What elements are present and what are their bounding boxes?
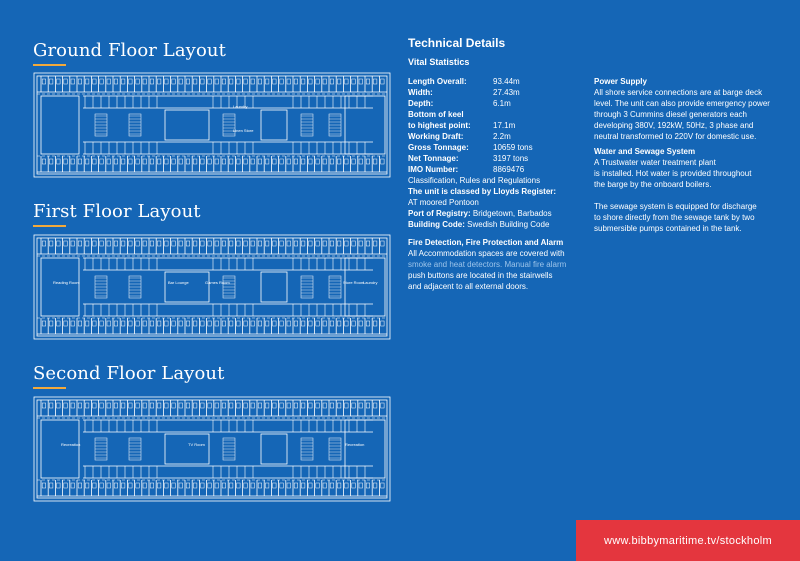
- title-underline: [33, 225, 66, 227]
- stat-label: IMO Number:: [408, 165, 459, 174]
- stat-label: Bottom of keel: [408, 110, 464, 119]
- room-label: Laundry: [363, 280, 378, 285]
- stat-row: [408, 142, 533, 153]
- room-label: TV Room: [188, 442, 205, 447]
- stat-label: to highest point:: [408, 121, 471, 130]
- room-label: Laundry: [233, 104, 248, 109]
- classification-section: [408, 175, 583, 230]
- floor-plan-drawing: [33, 232, 391, 350]
- fire-line: and adjacent to all external doors.: [408, 282, 529, 291]
- sewage-line: submersible pumps contained in the tank.: [594, 224, 742, 233]
- building-code-line: [408, 219, 583, 230]
- stat-label: Width:: [408, 88, 433, 97]
- stat-label: Working Draft:: [408, 132, 464, 141]
- stat-row: [408, 120, 533, 131]
- second-floor-title: Second Floor Layout: [33, 363, 225, 384]
- stat-row: [408, 164, 533, 175]
- stat-value: 10659 tons: [493, 143, 533, 152]
- stat-label: Depth:: [408, 99, 434, 108]
- stat-row: [408, 87, 533, 98]
- stat-row: [408, 98, 533, 109]
- title-underline: [33, 387, 66, 389]
- first-floor-title: First Floor Layout: [33, 201, 201, 222]
- stat-row: [408, 76, 533, 87]
- water-section: [594, 146, 784, 234]
- building-code-value: Swedish Building Code: [467, 220, 550, 229]
- room-label: Reading Room: [53, 280, 80, 285]
- stat-label: Gross Tonnage:: [408, 143, 469, 152]
- vital-statistics-list: [408, 76, 533, 175]
- room-label: Recreation: [61, 442, 81, 447]
- sewage-line: The sewage system is equipped for discharge: [594, 202, 757, 211]
- website-link[interactable]: www.bibbymaritime.tv/stockholm: [576, 520, 800, 561]
- water-line: is installed. Hot water is provided throughout: [594, 169, 752, 178]
- power-heading: Power Supply: [594, 77, 647, 86]
- fire-line: smoke and heat detectors. Manual fire alarm: [408, 260, 567, 269]
- fire-line: push buttons are located in the stairwells: [408, 271, 553, 280]
- ground-floor-title: Ground Floor Layout: [33, 40, 226, 61]
- registry-label: Port of Registry:: [408, 209, 471, 218]
- room-label: Bar Lounge: [168, 280, 189, 285]
- stat-label: Length Overall:: [408, 77, 467, 86]
- water-heading: Water and Sewage System: [594, 147, 696, 156]
- sewage-line: to shore directly from the sewage tank by two: [594, 213, 755, 222]
- room-label: Store Room: [343, 280, 365, 285]
- stat-value: 6.1m: [493, 99, 511, 108]
- stat-row: [408, 109, 533, 120]
- fire-heading: Fire Detection, Fire Protection and Alarm: [408, 238, 564, 247]
- water-line: the barge by the onboard boilers.: [594, 180, 712, 189]
- registry-value: Bridgetown, Barbados: [472, 209, 552, 218]
- power-line: All shore service connections are at barge deck: [594, 88, 763, 97]
- technical-details-title: Technical Details: [408, 36, 506, 50]
- stat-value: 8869476: [493, 165, 525, 174]
- classification-line: AT moored Pontoon: [408, 198, 479, 207]
- power-line: through 3 Cummins diesel generators each: [594, 110, 747, 119]
- floor-plan-drawing: [33, 70, 391, 188]
- second-floor-plan: [33, 394, 391, 512]
- stat-row: [408, 131, 533, 142]
- room-label: Games Room: [205, 280, 230, 285]
- stat-value: 2.2m: [493, 132, 511, 141]
- stat-value: 93.44m: [493, 77, 520, 86]
- power-line: neutral transformed to 220V for domestic use.: [594, 132, 757, 141]
- water-line: A Trustwater water treatment plant: [594, 158, 716, 167]
- building-code-label: Building Code:: [408, 220, 465, 229]
- stat-row: [408, 153, 533, 164]
- stat-label: Net Tonnage:: [408, 154, 459, 163]
- registry-line: [408, 208, 583, 219]
- classification-heading: Classification, Rules and Regulations: [408, 176, 541, 185]
- ground-floor-plan: [33, 70, 391, 188]
- room-label: Recreation: [345, 442, 365, 447]
- room-label: Linen Store: [233, 128, 254, 133]
- vital-statistics-heading: Vital Statistics: [408, 57, 470, 67]
- power-line: level. The unit can also provide emergency power: [594, 99, 770, 108]
- power-section: [594, 76, 784, 142]
- classification-line: The unit is classed by Lloyds Register:: [408, 187, 557, 196]
- stat-value: 17.1m: [493, 121, 516, 130]
- fire-line: All Accommodation spaces are covered with: [408, 249, 565, 258]
- first-floor-plan: [33, 232, 391, 350]
- floor-plan-drawing: [33, 394, 391, 512]
- fire-section: [408, 237, 583, 292]
- power-line: developing 380V, 192kW, 50Hz, 3 phase and: [594, 121, 754, 130]
- title-underline: [33, 64, 66, 66]
- stat-value: 3197 tons: [493, 154, 529, 163]
- stat-value: 27.43m: [493, 88, 520, 97]
